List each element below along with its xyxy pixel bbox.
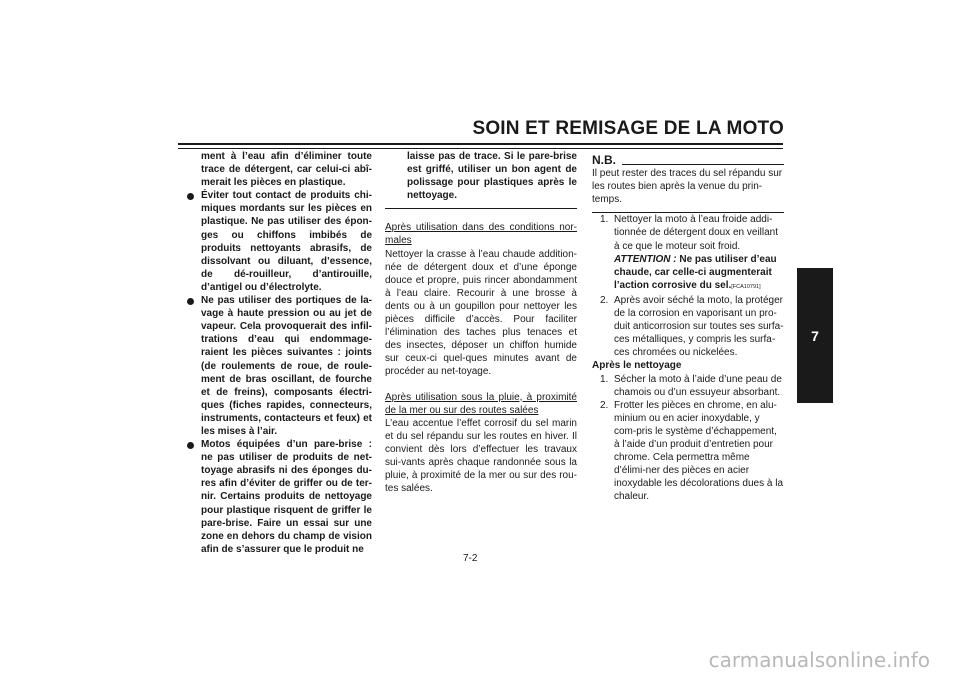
warning-bullet bbox=[182, 189, 372, 294]
header-rule-thick bbox=[178, 143, 783, 145]
note-label: N.B. bbox=[592, 153, 616, 167]
step-number: 1. bbox=[600, 373, 609, 385]
chapter-tab-label: 7 bbox=[811, 327, 819, 344]
note-heading bbox=[592, 154, 784, 167]
section-heading-rain-salt: Après utilisation sous la pluie, à proximité de la mer ou sur des routes salées bbox=[385, 391, 577, 416]
column-left bbox=[182, 150, 372, 556]
list-item bbox=[592, 399, 784, 504]
step-text: Sécher la moto à l’aide d’une peau de chamois ou d’un essuyeur absorbant. bbox=[614, 373, 782, 398]
bullet-icon bbox=[187, 442, 194, 449]
step-text: Nettoyer la moto à l’eau froide addi-tionnée de détergent doux en veillant à ce que le moteur soit froid. bbox=[614, 214, 779, 252]
step-text: Frotter les pièces en chrome, en alu-minium ou en acier inoxydable, y com-pris le système d’échappement, à l’aide d’un produit d’entretien pour chrome. Cela permettra même d’élimi-ner des pièces en acier inoxydable les décolorations dues à la chaleur. bbox=[614, 399, 783, 503]
list-item bbox=[592, 373, 784, 399]
watermark: carmanualsonline.info bbox=[708, 648, 930, 672]
header-rule-thin bbox=[178, 148, 783, 149]
list-item bbox=[592, 213, 784, 294]
bullet-text: Motos équipées d’un pare-brise : ne pas utiliser de produits de net-toyage abrasifs ni des éponges du-res afin d’éviter de griffer ou de ter-nir. Certains produits de nettoyage pour plastique risquent de griffer le pare-brise. Faire un essai sur une zone en dehors du champ de vision afin de s’assurer que le produit ne bbox=[201, 439, 372, 555]
step-number: 2. bbox=[600, 294, 609, 306]
attention-notice bbox=[614, 254, 777, 291]
bullet-text: Ne pas utiliser des portiques de la-vage à haute pression ou au jet de vapeur. Cela provoquerait des infil-trations d’eau qui endommage-raient les pièces suivantes : joints (de roulements de roue, de roule-ment de bras oscillant, de fourche et de freins), composants électri-ques (fiches rapides, connecteurs, instruments, contacteurs et feux) et les mises à l’air. bbox=[201, 295, 372, 437]
page-number: 7-2 bbox=[463, 553, 478, 564]
bullet-icon bbox=[187, 298, 194, 305]
warning-intro: ment à l’eau afin d’éliminer toute trace de détergent, car celui-ci abî-merait les pièces en plastique. bbox=[201, 151, 372, 189]
note-body: Il peut rester des traces du sel répandu sur les routes bien après la venue du prin-temps. bbox=[592, 167, 784, 213]
section-body-rain-salt: L’eau accentue l’effet corrosif du sel marin et du sel répandu sur les routes en hiver. Il convient dès lors d’effectuer les travaux sui-vants après chaque randonnée sous la pluie, à proximité de la mer ou sur des rou-tes salées. bbox=[385, 417, 577, 495]
list-item bbox=[592, 294, 784, 359]
reference-code: [FCA10791] bbox=[731, 283, 761, 290]
column-right bbox=[592, 150, 784, 503]
section-heading-normal-use: Après utilisation dans des conditions nor-males bbox=[385, 222, 577, 247]
step-text: Après avoir séché la moto, la protéger de la corrosion en vaporisant un pro-duit anticorrosion sur toutes ses surfa-ces métalliques, y compris les surfa-ces chromées ou nickelées. bbox=[614, 294, 784, 359]
warning-bullet bbox=[182, 294, 372, 438]
section-body-normal-use: Nettoyer la crasse à l’eau chaude addition-née de détergent doux et d’une éponge douce et propre, puis rincer abondamment à l’eau claire. Recourir à une brosse à dents ou à un goupillon pour nettoyer les pièces difficile d’accès. Pour faciliter l’élimination des taches plus tenaces et des insectes, déposer un chiffon humide sur ceux-ci quel-ques minutes avant de procéder au net-toyage. bbox=[385, 248, 577, 378]
bullet-text: Éviter tout contact de produits chi-miques mordants sur les pièces en plastique. Ne pas utiliser des épon-ges ou chiffons imbibés de produits nettoyants abrasifs, de dissolvant ou diluant, d’essence, de dé-rouilleur, d’antirouille, d’antigel ou d’électrolyte. bbox=[201, 190, 372, 293]
attention-label: ATTENTION : bbox=[614, 253, 677, 265]
step-number: 1. bbox=[600, 214, 609, 226]
warning-bullet bbox=[182, 438, 372, 556]
page-title: SOIN ET REMISAGE DE LA MOTO bbox=[472, 118, 784, 139]
note-rule bbox=[622, 164, 784, 165]
attention-text: Ne pas utiliser d’eau chaude, car celle-ci augmenterait l’action corrosive du sel. bbox=[614, 253, 777, 291]
warning-continuation: laisse pas de trace. Si le pare-brise est griffé, utiliser un bon agent de polissage pour plastiques après le nettoyage. bbox=[385, 150, 577, 209]
bullet-icon bbox=[187, 193, 194, 200]
after-steps-list bbox=[592, 373, 784, 504]
chapter-tab[interactable] bbox=[797, 268, 833, 403]
salt-steps-list bbox=[592, 213, 784, 359]
column-middle bbox=[385, 150, 577, 495]
step-number: 2. bbox=[600, 399, 609, 411]
section-heading-after-cleaning: Après le nettoyage bbox=[592, 360, 682, 372]
